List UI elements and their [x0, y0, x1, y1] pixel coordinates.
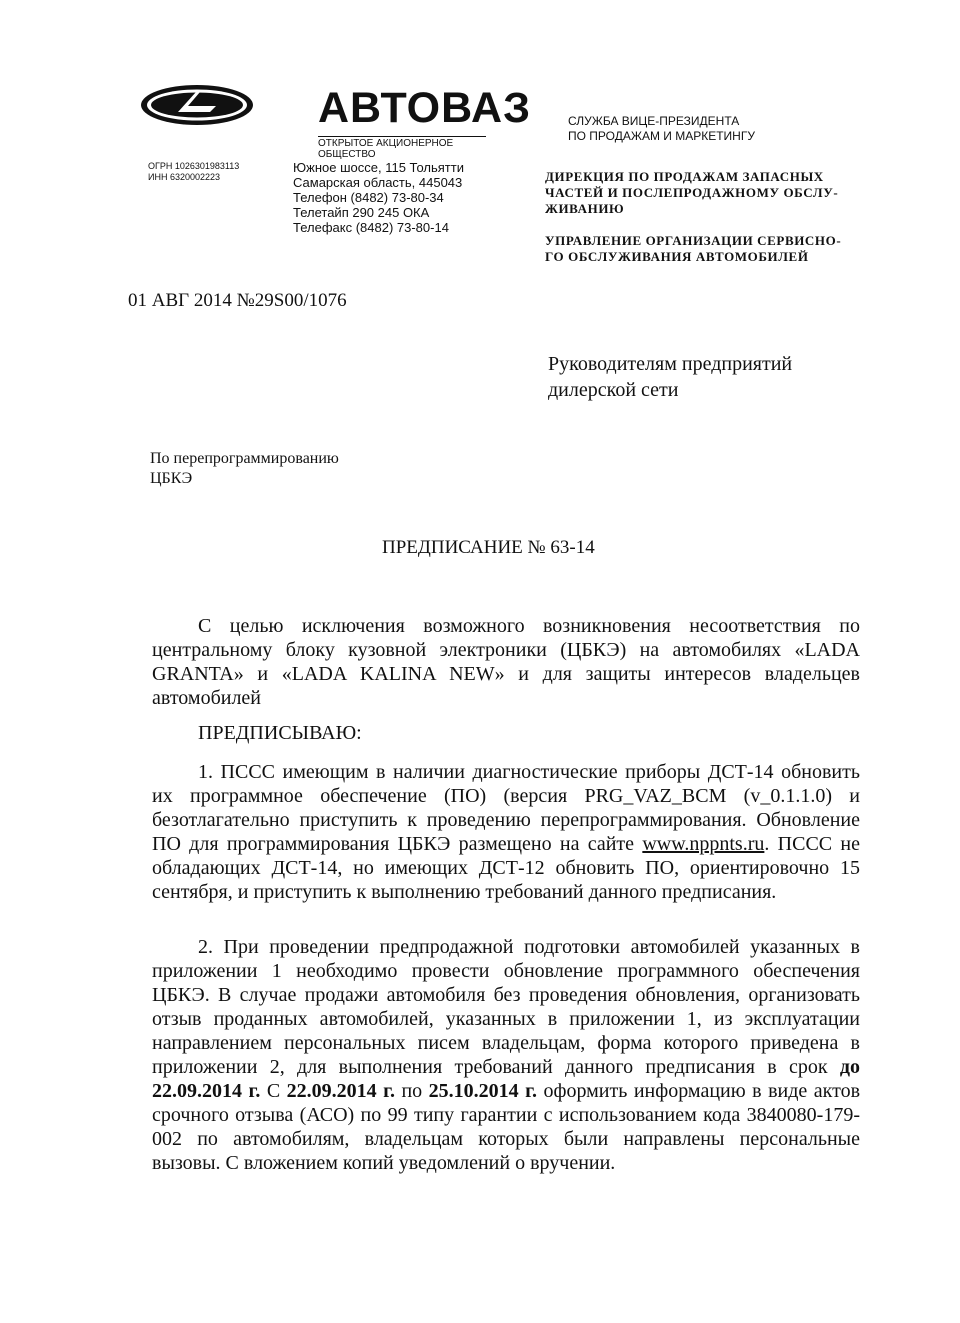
company-address	[293, 160, 464, 235]
deadline-date: до 22.09.2014 г.	[152, 1056, 860, 1102]
document-title: ПРЕДПИСАНИЕ № 63-14	[382, 537, 595, 558]
addressee	[548, 351, 792, 403]
service-line: ПО ПРОДАЖАМ И МАРКЕТИНГУ	[568, 129, 755, 143]
period-end-date: 25.10.2014 г.	[428, 1080, 537, 1102]
addressee-line: дилерской сети	[548, 379, 679, 401]
department-line: ДИРЕКЦИЯ ПО ПРОДАЖАМ ЗАПАСНЫХ	[545, 169, 824, 184]
subject-line: По перепрограммированию	[150, 450, 339, 467]
registration-ids	[148, 161, 239, 183]
decree-heading: ПРЕДПИСЫВАЮ:	[198, 722, 362, 744]
subject-line: ЦБКЭ	[150, 470, 193, 487]
website-link[interactable]: www.nppnts.ru	[642, 833, 765, 855]
lada-logo	[138, 82, 256, 128]
subject	[150, 449, 339, 489]
service-block	[568, 114, 755, 144]
service-line: СЛУЖБА ВИЦЕ-ПРЕЗИДЕНТА	[568, 114, 740, 128]
item-1-text-end: . ПССС не обладающих ДСТ-14, но имеющих ДСТ-12 обновить ПО, ориентировочно 15 сентября, и приступить к выполнению требований данного предписания.	[152, 833, 860, 903]
department-line: ЧАСТЕЙ И ПОСЛЕПРОДАЖНОМУ ОБСЛУ-	[545, 185, 839, 200]
item-2	[152, 935, 860, 1175]
brand-subtitle: ОТКРЫТОЕ АКЦИОНЕРНОЕ ОБЩЕСТВО	[318, 136, 486, 160]
address-line: Южное шоссе, 115 Тольятти	[293, 160, 464, 175]
brand-name: АВТОВАЗ	[318, 84, 532, 132]
address-line: Телефакс (8482) 73-80-14	[293, 220, 449, 235]
item-1-text: 1. ПССС имеющим в наличии диагностические приборы ДСТ-14 обновить их программное обеспечение (ПО) (версия PRG_VAZ_BCM (v_0.1.1.0) и безотлагательно приступить к проведению перепрограммирования. Обновление ПО для программирования ЦБКЭ размещено на сайте	[152, 761, 860, 855]
inn: ИНН 6320002223	[148, 172, 221, 182]
ogrn: ОГРН 1026301983113	[148, 161, 240, 171]
addressee-line: Руководителям предприятий	[548, 353, 793, 375]
department-directorate	[545, 169, 865, 217]
address-line: Телефон (8482) 73-80-34	[293, 190, 444, 205]
item-2-text: 2. При проведении предпродажной подготовки автомобилей указанных в приложении 1 необходимо провести обновление программного обеспечения ЦБКЭ. В случае продажи автомобиля без проведения обновления, организовать отзыв проданных автомобилей, указанных в приложении 1, из эксплуатации направлением персональных писем владельцам, форма которого приведена в приложении 2, для выполнения требований данного предписания в срок	[152, 936, 860, 1078]
address-line: Телетайп 290 245 ОКА	[293, 205, 430, 220]
intro-paragraph: С целью исключения возможного возникновения несоответствия по центральному блоку кузовной электроники (ЦБКЭ) на автомобилях «LADA GRANTA» и «LADA KALINA NEW» и для защиты интересов владельцев автомобилей	[152, 615, 860, 709]
department-line: УПРАВЛЕНИЕ ОРГАНИЗАЦИИ СЕРВИСНО-	[545, 233, 842, 248]
item-2-text: С	[260, 1080, 287, 1102]
address-line: Самарская область, 445043	[293, 175, 463, 190]
item-1	[152, 760, 860, 904]
item-2-text-end: оформить информацию в виде актов срочного отзыва (АСО) по 99 типу гарантии с использованием кода 3840080-179-002 по автомобилям, владельцам которых были направлены персональные вызовы. С вложением копий уведомлений о вручении.	[152, 1080, 861, 1174]
department-management	[545, 233, 865, 265]
registration-date-number: 01 АВГ 2014 №29S00/1076	[128, 290, 347, 311]
period-start-date: 22.09.2014 г.	[286, 1080, 395, 1102]
department-line: ГО ОБСЛУЖИВАНИЯ АВТОМОБИЛЕЙ	[545, 249, 809, 264]
department-line: ЖИВАНИЮ	[545, 201, 625, 216]
item-2-text: по	[394, 1080, 429, 1102]
